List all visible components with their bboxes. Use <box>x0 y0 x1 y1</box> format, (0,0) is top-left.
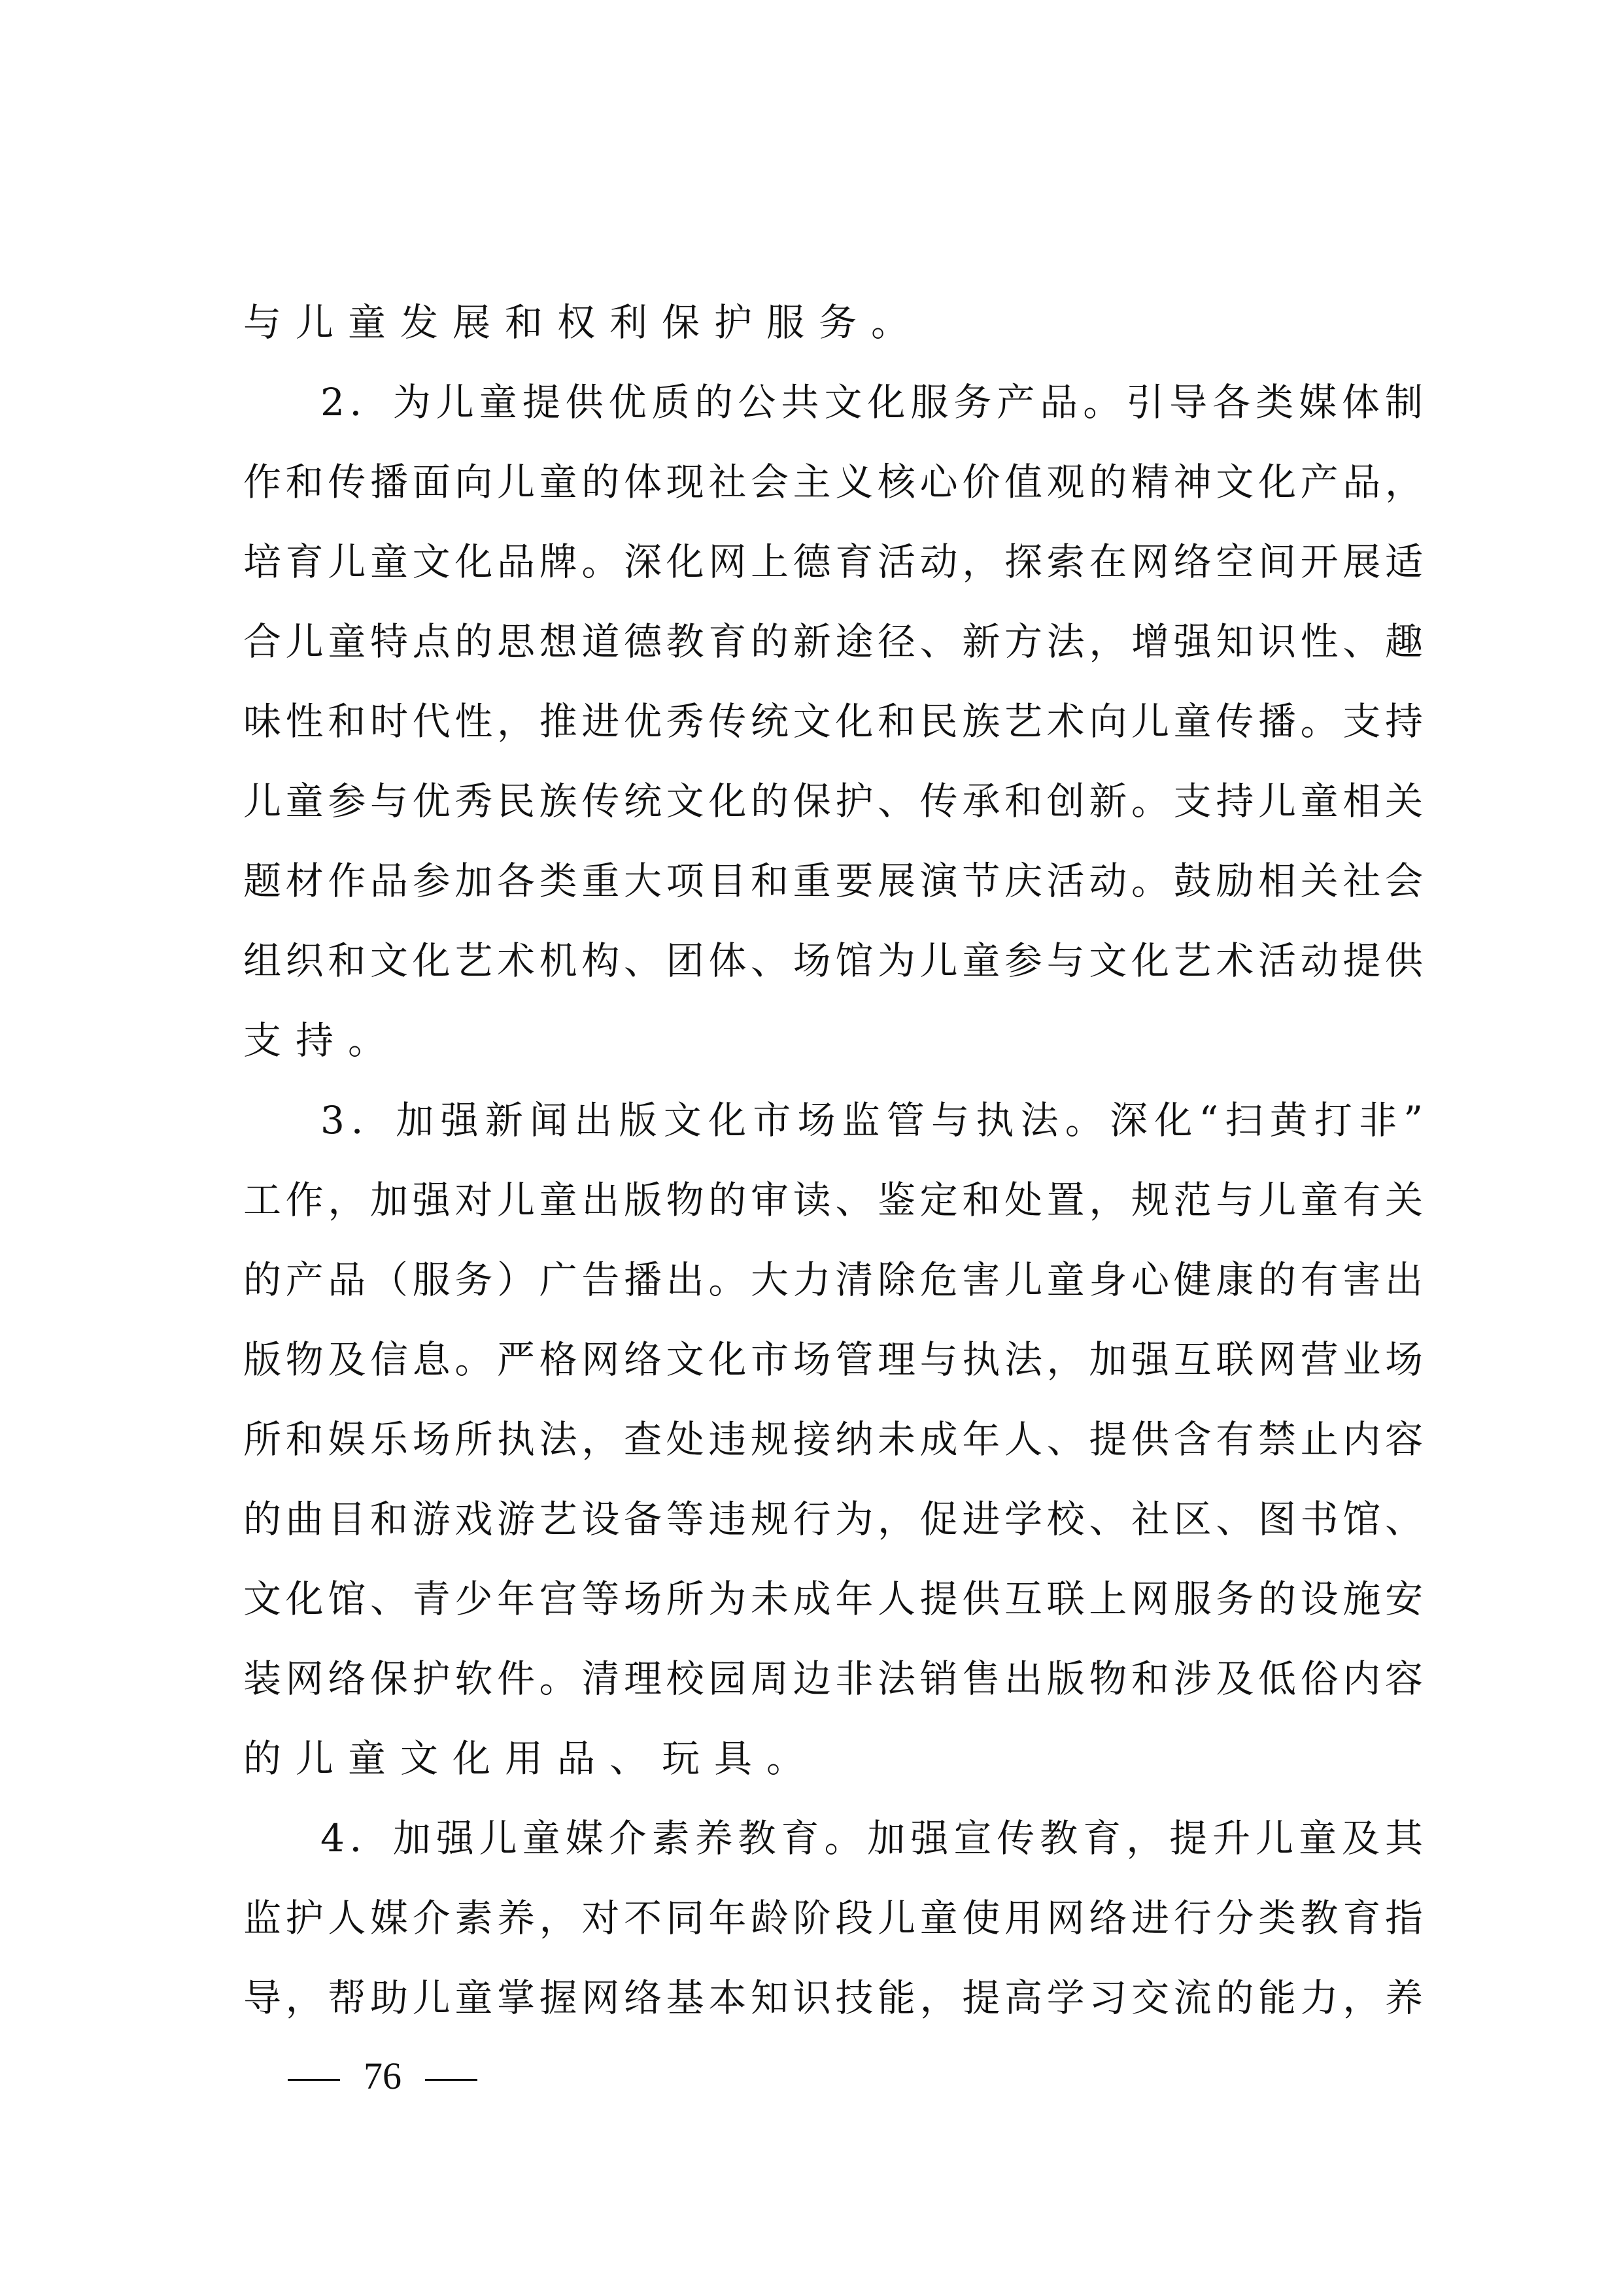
text-line: 组织和文化艺术机构、团体、场馆为儿童参与文化艺术活动提供 <box>243 938 1423 983</box>
text-line: 味性和时代性，推进优秀传统文化和民族艺术向儿童传播。支持 <box>243 699 1423 744</box>
text-line: 2．为儿童提供优质的公共文化服务产品。引导各类媒体制 <box>320 380 1423 424</box>
text-line: 作和传播面向儿童的体现社会主义核心价值观的精神文化产品， <box>243 460 1423 504</box>
text-line: 3．加强新闻出版文化市场监管与执法。深化“扫黄打非” <box>320 1098 1423 1142</box>
text-line: 所和娱乐场所执法，查处违规接纳未成年人、提供含有禁止内容 <box>243 1417 1423 1462</box>
text-line: 培育儿童文化品牌。深化网上德育活动，探索在网络空间开展适 <box>243 540 1423 584</box>
text-line: 导，帮助儿童掌握网络基本知识技能，提高学习交流的能力，养 <box>243 1976 1423 2020</box>
page-number-right-dash <box>425 2079 477 2081</box>
text-line: 的曲目和游戏游艺设备等违规行为，促进学校、社区、图书馆、 <box>243 1497 1423 1541</box>
text-line: 文化馆、青少年宫等场所为未成年人提供互联上网服务的设施安 <box>243 1577 1423 1621</box>
text-line: 儿童参与优秀民族传统文化的保护、传承和创新。支持儿童相关 <box>243 779 1423 823</box>
page-number-value: 76 <box>364 2055 401 2097</box>
page-number <box>288 2047 477 2106</box>
text-line: 的儿童文化用品、玩具。 <box>243 1736 819 1781</box>
text-line: 4．加强儿童媒介素养教育。加强宣传教育，提升儿童及其 <box>320 1816 1423 1860</box>
text-line: 合儿童特点的思想道德教育的新途径、新方法，增强知识性、趣 <box>243 619 1423 664</box>
text-line: 工作，加强对儿童出版物的审读、鉴定和处置，规范与儿童有关 <box>243 1178 1423 1222</box>
text-line: 版物及信息。严格网络文化市场管理与执法，加强互联网营业场 <box>243 1337 1423 1382</box>
text-line: 与儿童发展和权利保护服务。 <box>243 300 924 345</box>
text-line: 题材作品参加各类重大项目和重要展演节庆活动。鼓励相关社会 <box>243 859 1423 903</box>
text-line: 装网络保护软件。清理校园周边非法销售出版物和涉及低俗内容 <box>243 1656 1423 1701</box>
body-text <box>243 283 1423 2038</box>
page-number-left-dash <box>288 2079 340 2081</box>
text-line: 的产品（服务）广告播出。大力清除危害儿童身心健康的有害出 <box>243 1258 1423 1302</box>
text-line: 支持。 <box>243 1018 401 1063</box>
text-line: 监护人媒介素养，对不同年龄阶段儿童使用网络进行分类教育指 <box>243 1896 1423 1940</box>
